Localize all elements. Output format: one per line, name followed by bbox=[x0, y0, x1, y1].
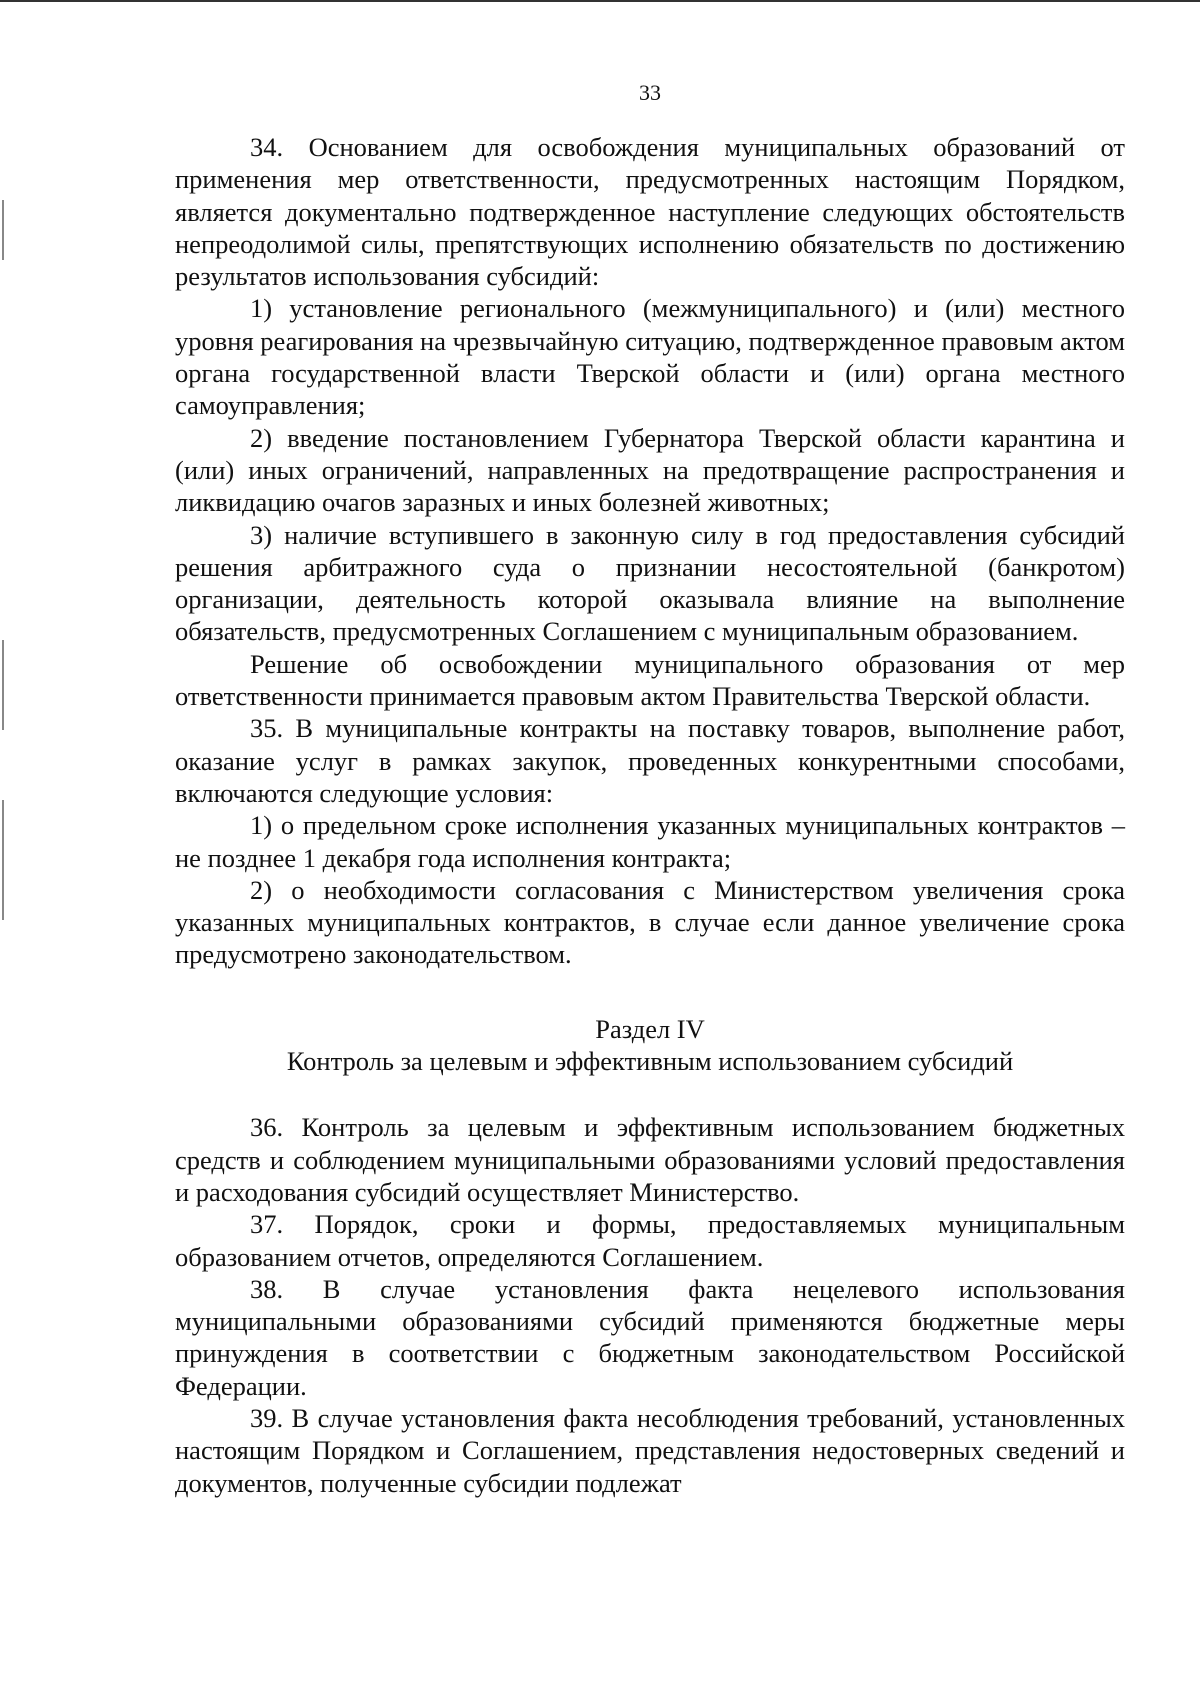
paragraph-38: 38. В случае установления факта нецелевого использования муниципальными образованиями субсидий применяются бюджетные меры принуждения в соответствии с бюджетным законодательством Российской Федерации. bbox=[175, 1273, 1125, 1401]
scan-mark bbox=[2, 640, 4, 730]
page-top-edge bbox=[0, 0, 1200, 2]
paragraph-39: 39. В случае установления факта несоблюдения требований, установленных настоящим Порядком и Соглашением, представления недостоверных сведений и документов, полученные субсидии подлежат bbox=[175, 1402, 1125, 1498]
paragraph-35-item-2: 2) о необходимости согласования с Министерством увеличения срока указанных муниципальных контрактов, в случае если данное увеличение срока предусмотрено законодательством. bbox=[175, 874, 1125, 970]
scan-mark bbox=[2, 200, 4, 260]
document-body bbox=[175, 131, 1125, 1499]
scan-mark bbox=[2, 800, 4, 920]
paragraph-34-item-3: 3) наличие вступившего в законную силу в год предоставления субсидий решения арбитражного суда о признании несостоятельной (банкротом) организации, деятельность которой оказывала влияние на выполнение обязательств, предусмотренных Соглашением с муниципальным образованием. bbox=[175, 519, 1125, 647]
spacer bbox=[175, 971, 1125, 1013]
paragraph-35: 35. В муниципальные контракты на поставку товаров, выполнение работ, оказание услуг в рамках закупок, проведенных конкурентными способами, включаются следующие условия: bbox=[175, 713, 1125, 808]
paragraph-34-decision: Решение об освобождении муниципального образования от мер ответственности принимается правовым актом Правительства Тверской области. bbox=[175, 648, 1125, 712]
paragraph-34: 34. Основанием для освобождения муниципальных образований от применения мер ответственности, предусмотренных настоящим Порядком, является документально подтвержденное наступление следующих обстоятельств непреодолимой силы, препятствующих исполнению обязательств по достижению результатов использования субсидий: bbox=[175, 132, 1125, 292]
paragraph-34-item-2: 2) введение постановлением Губернатора Тверской области карантина и (или) иных ограничений, направленных на предотвращение распространения и ликвидацию очагов заразных и иных болезней животных; bbox=[175, 422, 1125, 518]
spacer bbox=[175, 1077, 1125, 1111]
page-number: 33 bbox=[639, 80, 661, 105]
paragraph-36: 36. Контроль за целевым и эффективным использованием бюджетных средств и соблюдением муниципальными образованиями условий предоставления и расходования субсидий осуществляет Министерство. bbox=[175, 1112, 1125, 1207]
paragraph-37: 37. Порядок, сроки и формы, предоставляемых муниципальным образованием отчетов, определяются Соглашением. bbox=[175, 1209, 1125, 1272]
paragraph-35-item-1: 1) о предельном сроке исполнения указанных муниципальных контрактов – не позднее 1 декабря года исполнения контракта; bbox=[175, 810, 1125, 873]
section-title: Контроль за целевым и эффективным использованием субсидий bbox=[286, 1046, 1014, 1077]
paragraph-34-item-1: 1) установление регионального (межмуниципального) и (или) местного уровня реагирования на чрезвычайную ситуацию, подтвержденное правовым актом органа государственной власти Тверской области и (или) органа местного самоуправления; bbox=[175, 293, 1125, 421]
section-label: Раздел IV bbox=[595, 1013, 705, 1044]
